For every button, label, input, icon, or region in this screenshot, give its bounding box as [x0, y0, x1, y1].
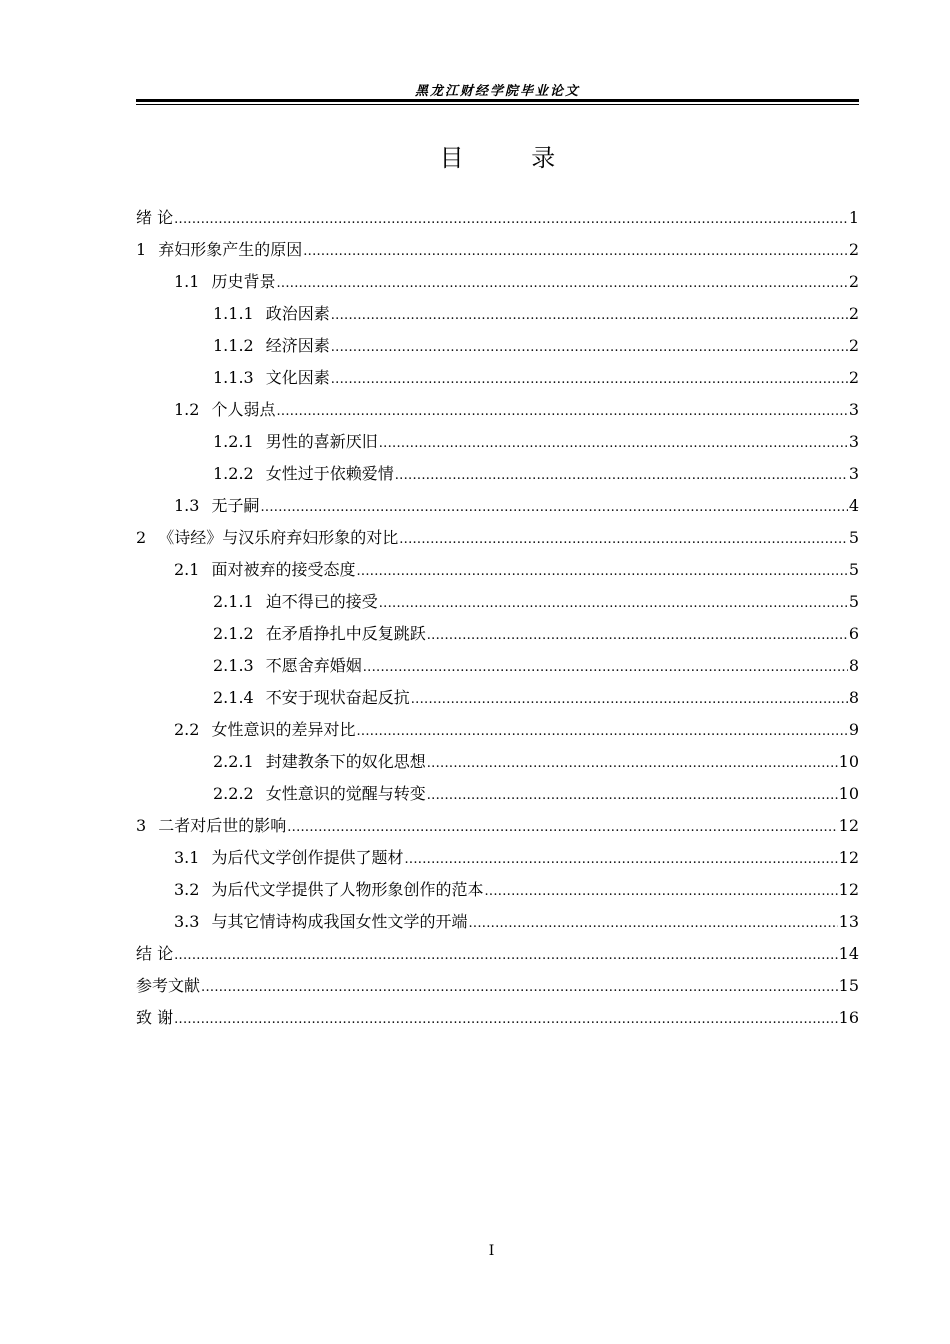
toc-entry-page: 5	[848, 592, 859, 611]
toc-entry[interactable]	[136, 266, 859, 298]
toc-entry[interactable]	[136, 426, 859, 458]
toc-entry-number: 1.2.2	[213, 464, 254, 483]
toc-entry-page: 8	[848, 656, 859, 675]
toc-leader-dots	[379, 426, 848, 460]
toc-entry-number: 3.1	[174, 848, 200, 867]
toc-leader-dots	[260, 490, 847, 524]
toc-entry-number: 1.1	[174, 272, 200, 291]
toc-entry-number: 1.3	[174, 496, 200, 515]
toc-entry-page: 13	[838, 912, 859, 931]
toc-entry-title: 参考文献	[136, 976, 201, 995]
toc-entry[interactable]	[136, 842, 859, 874]
page-number: I	[488, 1243, 495, 1259]
toc-entry[interactable]	[136, 202, 859, 234]
toc-leader-dots	[287, 810, 837, 844]
toc-entry[interactable]	[136, 906, 859, 938]
toc-entry[interactable]	[136, 298, 859, 330]
toc-entry[interactable]	[136, 938, 859, 970]
toc-entry-page: 4	[848, 496, 859, 515]
toc-entry-title: 封建教条下的奴化思想	[265, 752, 426, 771]
toc-leader-dots	[276, 394, 847, 428]
table-of-contents	[136, 202, 859, 1034]
toc-leader-dots	[468, 906, 837, 940]
toc-entry-page: 12	[838, 880, 859, 899]
toc-entry-title: 女性过于依赖爱情	[265, 464, 394, 483]
toc-entry-page: 3	[848, 400, 859, 419]
toc-leader-dots	[331, 298, 848, 332]
toc-entry[interactable]	[136, 522, 859, 554]
toc-entry[interactable]	[136, 746, 859, 778]
toc-entry-number: 1.2	[174, 400, 200, 419]
toc-entry-page: 2	[848, 336, 859, 355]
toc-entry[interactable]	[136, 234, 859, 266]
toc-entry-title: 历史背景	[211, 272, 276, 291]
toc-entry[interactable]	[136, 714, 859, 746]
toc-leader-dots	[276, 266, 847, 300]
toc-entry[interactable]	[136, 874, 859, 906]
toc-entry-number: 1	[136, 240, 147, 259]
toc-entry-title: 结 论	[136, 944, 174, 963]
toc-entry-title: 经济因素	[265, 336, 330, 355]
toc-entry-title: 为后代文学提供了人物形象创作的范本	[211, 880, 484, 899]
toc-leader-dots	[395, 458, 848, 492]
toc-leader-dots	[356, 714, 847, 748]
toc-leader-dots	[379, 586, 848, 620]
toc-entry-title: 不愿舍弃婚姻	[265, 656, 362, 675]
toc-entry-page: 1	[848, 208, 859, 227]
toc-leader-dots	[331, 330, 848, 364]
toc-entry-number: 2.2.1	[213, 752, 254, 771]
toc-entry-page: 15	[838, 976, 859, 995]
toc-entry-page: 2	[848, 240, 859, 259]
toc-entry-title: 弃妇形象产生的原因	[158, 240, 303, 259]
toc-entry-number: 1.1.2	[213, 336, 254, 355]
toc-entry[interactable]	[136, 330, 859, 362]
toc-title: 目 录	[439, 144, 586, 172]
toc-leader-dots	[303, 234, 848, 268]
toc-entry-page: 2	[848, 272, 859, 291]
toc-leader-dots	[201, 970, 838, 1004]
toc-entry-number: 2.2.2	[213, 784, 254, 803]
toc-entry-number: 2.1.4	[213, 688, 254, 707]
toc-leader-dots	[427, 618, 848, 652]
toc-entry-number: 3.2	[174, 880, 200, 899]
toc-entry-title: 文化因素	[265, 368, 330, 387]
toc-entry-page: 10	[838, 784, 859, 803]
toc-entry-page: 2	[848, 304, 859, 323]
toc-entry[interactable]	[136, 362, 859, 394]
toc-entry-number: 1.1.1	[213, 304, 254, 323]
toc-entry-number: 1.1.3	[213, 368, 254, 387]
toc-entry-page: 5	[848, 560, 859, 579]
toc-leader-dots	[174, 938, 838, 972]
toc-leader-dots	[399, 522, 848, 556]
toc-entry-title: 二者对后世的影响	[158, 816, 287, 835]
toc-leader-dots	[331, 362, 848, 396]
toc-entry-title: 面对被弃的接受态度	[211, 560, 356, 579]
toc-entry-page: 12	[838, 848, 859, 867]
toc-entry[interactable]	[136, 586, 859, 618]
toc-leader-dots	[484, 874, 837, 908]
toc-leader-dots	[174, 1002, 838, 1036]
toc-entry[interactable]	[136, 778, 859, 810]
toc-entry[interactable]	[136, 618, 859, 650]
toc-entry[interactable]	[136, 458, 859, 490]
header-rule-thick	[136, 99, 859, 102]
toc-entry-title: 政治因素	[265, 304, 330, 323]
header-rule-thin	[136, 104, 859, 105]
toc-entry-number: 2.1.3	[213, 656, 254, 675]
toc-entry[interactable]	[136, 554, 859, 586]
toc-entry-number: 2.1.2	[213, 624, 254, 643]
toc-leader-dots	[174, 202, 848, 236]
toc-entry-page: 3	[848, 432, 859, 451]
toc-entry-number: 1.2.1	[213, 432, 254, 451]
toc-entry-page: 5	[848, 528, 859, 547]
toc-entry-page: 10	[838, 752, 859, 771]
toc-leader-dots	[363, 650, 848, 684]
toc-entry-page: 3	[848, 464, 859, 483]
toc-entry-title: 女性意识的觉醒与转变	[265, 784, 426, 803]
toc-entry-title: 无子嗣	[211, 496, 260, 515]
toc-entry-title: 迫不得已的接受	[265, 592, 378, 611]
toc-entry[interactable]	[136, 490, 859, 522]
toc-entry-page: 2	[848, 368, 859, 387]
toc-entry-number: 3	[136, 816, 147, 835]
toc-entry-title: 男性的喜新厌旧	[265, 432, 378, 451]
toc-entry-title: 在矛盾挣扎中反复跳跃	[265, 624, 426, 643]
toc-entry-number: 2.2	[174, 720, 200, 739]
toc-entry-page: 14	[838, 944, 859, 963]
toc-entry-title: 致 谢	[136, 1008, 174, 1027]
toc-entry-title: 个人弱点	[211, 400, 276, 419]
toc-entry-page: 16	[838, 1008, 859, 1027]
toc-entry[interactable]	[136, 1002, 859, 1034]
header-title: 黑龙江财经学院毕业论文	[414, 84, 580, 99]
toc-entry[interactable]	[136, 394, 859, 426]
toc-leader-dots	[356, 554, 847, 588]
toc-leader-dots	[404, 842, 837, 876]
toc-entry-number: 3.3	[174, 912, 200, 931]
toc-leader-dots	[427, 746, 838, 780]
toc-leader-dots	[411, 682, 848, 716]
toc-entry-page: 8	[848, 688, 859, 707]
toc-entry-page: 9	[848, 720, 859, 739]
toc-entry-page: 12	[838, 816, 859, 835]
toc-entry-number: 2.1.1	[213, 592, 254, 611]
toc-entry-title: 与其它情诗构成我国女性文学的开端	[211, 912, 468, 931]
toc-entry-title: 绪 论	[136, 208, 174, 227]
toc-entry-title: 为后代文学创作提供了题材	[211, 848, 404, 867]
toc-entry[interactable]	[136, 970, 859, 1002]
toc-entry[interactable]	[136, 682, 859, 714]
toc-entry-title: 女性意识的差异对比	[211, 720, 356, 739]
toc-entry-title: 不安于现状奋起反抗	[265, 688, 410, 707]
toc-entry-title: 《诗经》与汉乐府弃妇形象的对比	[158, 528, 399, 547]
toc-entry[interactable]	[136, 650, 859, 682]
toc-leader-dots	[427, 778, 838, 812]
toc-entry[interactable]	[136, 810, 859, 842]
toc-entry-page: 6	[848, 624, 859, 643]
toc-entry-number: 2	[136, 528, 147, 547]
toc-entry-number: 2.1	[174, 560, 200, 579]
